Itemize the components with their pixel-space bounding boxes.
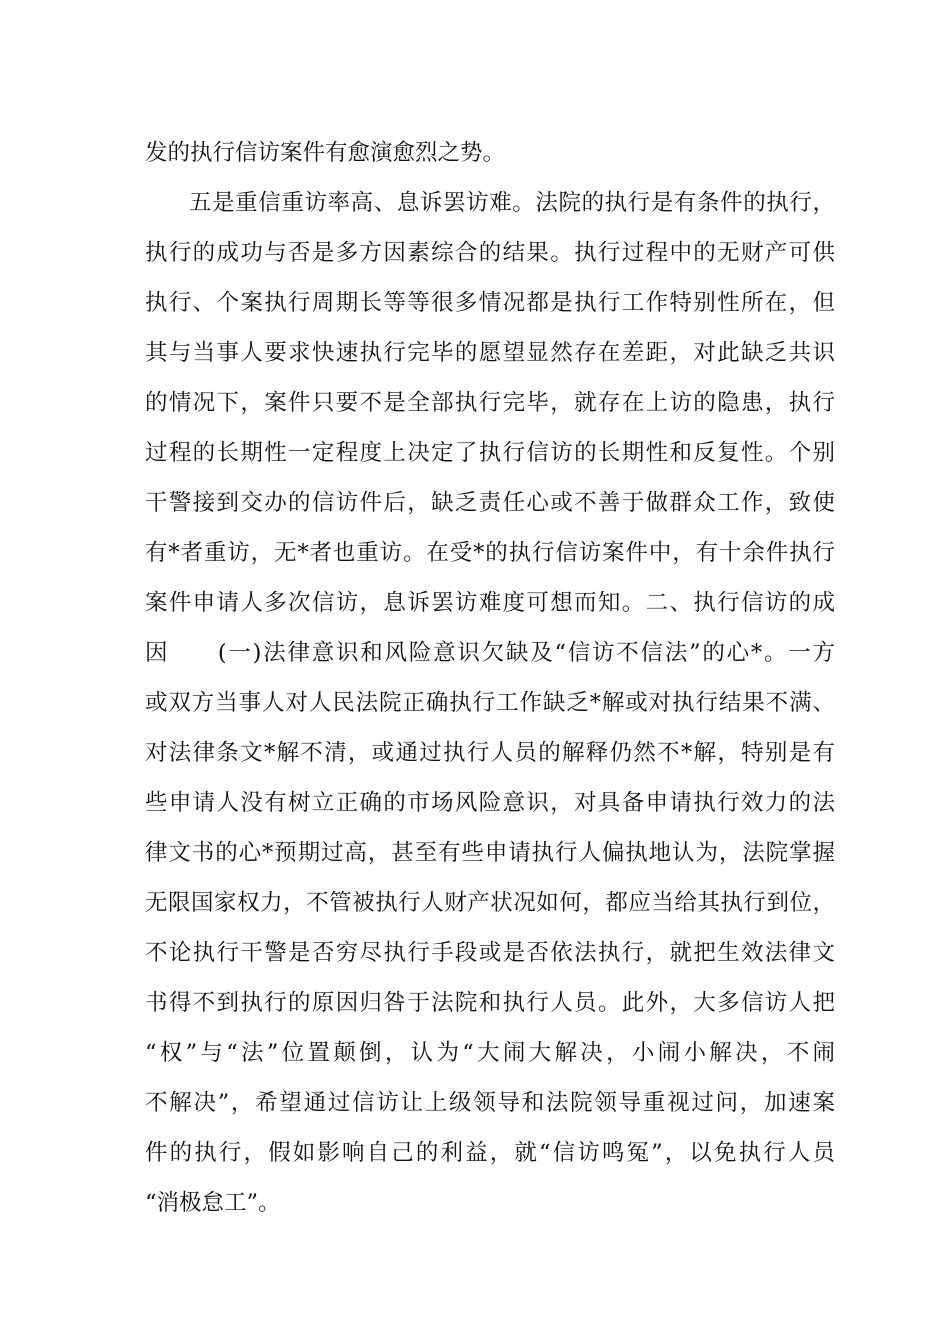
text-line: 发的执行信访案件有愈演愈烈之势。 xyxy=(145,140,506,166)
text-line: 对法律条文*解不清，或通过执行人员的解释仍然不*解，特别是有 xyxy=(145,740,835,766)
text-line: 五是重信重访率高、息诉罢访难。法院的执行是有条件的执行， xyxy=(189,190,835,216)
body-text xyxy=(145,128,835,1228)
text-line: 干警接到交办的信访件后，缺乏责任心或不善于做群众工作，致使 xyxy=(145,490,835,516)
text-line: 无限国家权力，不管被执行人财产状况如何，都应当给其执行到位， xyxy=(145,890,835,916)
text-line: 不解决”，希望通过信访让上级领导和法院领导重视过问，加速案 xyxy=(145,1090,835,1116)
text-line: 或双方当事人对人民法院正确执行工作缺乏*解或对执行结果不满、 xyxy=(145,690,835,716)
text-line: 件的执行，假如影响自己的利益，就“信访鸣冤”，以免执行人员 xyxy=(145,1140,835,1166)
text-line: 律文书的心*预期过高，甚至有些申请执行人偏执地认为，法院掌握 xyxy=(145,840,835,866)
text-line: 不论执行干警是否穷尽执行手段或是否依法执行，就把生效法律文 xyxy=(145,940,835,966)
text-line: 执行、个案执行周期长等等很多情况都是执行工作特别性所在，但 xyxy=(145,290,835,316)
text-line: 些申请人没有树立正确的市场风险意识，对具备申请执行效力的法 xyxy=(145,790,835,816)
text-line: 书得不到执行的原因归咎于法院和执行人员。此外，大多信访人把 xyxy=(145,990,835,1016)
text-line: “消极怠工”。 xyxy=(145,1190,281,1216)
text-line: “权”与“法”位置颠倒，认为“大闹大解决，小闹小解决，不闹 xyxy=(145,1040,835,1066)
text-line: 过程的长期性一定程度上决定了执行信访的长期性和反复性。个别 xyxy=(145,440,835,466)
text-line: 案件申请人多次信访，息诉罢访难度可想而知。二、执行信访的成 xyxy=(145,590,835,616)
text-line: 有*者重访，无*者也重访。在受*的执行信访案件中，有十余件执行 xyxy=(145,540,835,566)
text-line: 其与当事人要求快速执行完毕的愿望显然存在差距，对此缺乏共识 xyxy=(145,340,835,366)
text-line: 的情况下，案件只要不是全部执行完毕，就存在上访的隐患，执行 xyxy=(145,390,835,416)
text-line: 因 (一)法律意识和风险意识欠缺及“信访不信法”的心*。一方 xyxy=(145,640,835,666)
text-line: 执行的成功与否是多方因素综合的结果。执行过程中的无财产可供 xyxy=(145,240,835,266)
